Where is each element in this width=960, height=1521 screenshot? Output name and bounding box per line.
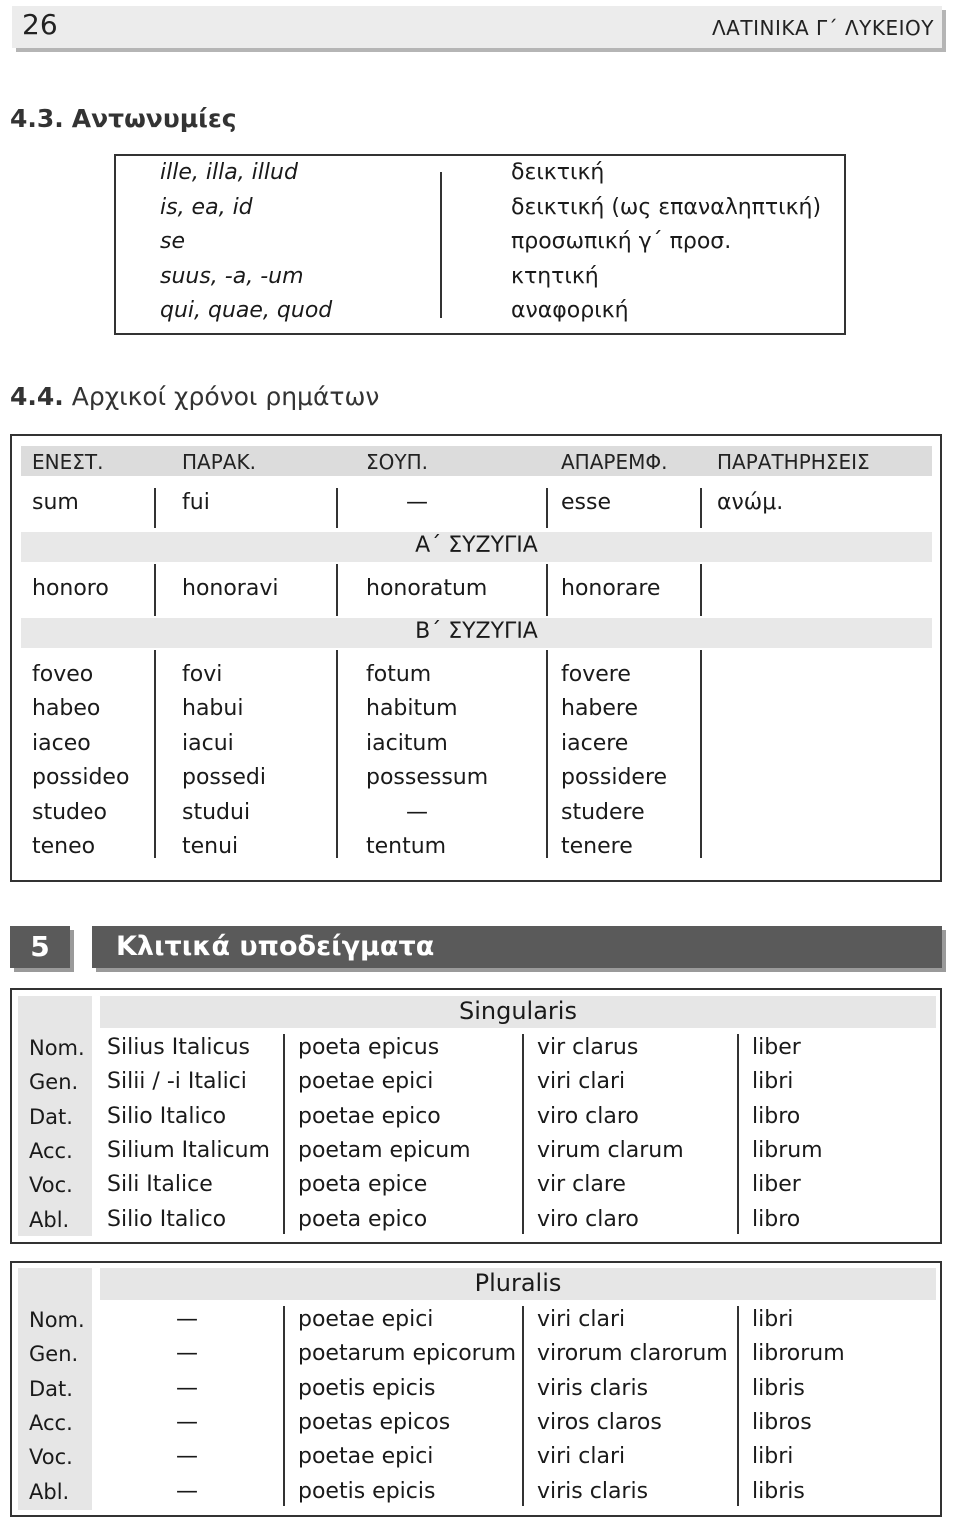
section-title: Αρχικοί χρόνοι ρημάτων	[71, 382, 380, 411]
case-label: Voc.	[29, 1445, 73, 1470]
verb-perfect: iacui	[182, 730, 234, 756]
pronoun-type: προσωπική γ΄ προσ.	[511, 229, 732, 254]
case-label: Voc.	[29, 1173, 73, 1198]
pronoun-type: δεικτική (ως επαναληπτική)	[511, 194, 822, 220]
noun-form-4: libris	[752, 1375, 805, 1401]
verb-perfect: habui	[182, 696, 244, 722]
noun-form-4: libro	[752, 1103, 801, 1129]
noun-form-3: viri clari	[537, 1307, 626, 1332]
verb-infinitive: fovere	[561, 662, 631, 687]
verbs-table	[10, 434, 942, 882]
column-divider	[283, 1306, 285, 1506]
verb-supine: fotum	[366, 662, 432, 687]
noun-form-4: librum	[752, 1137, 823, 1163]
case-label: Gen.	[29, 1070, 79, 1095]
noun-form-1: Silio Italico	[107, 1103, 227, 1129]
verb-present: habeo	[32, 696, 101, 722]
noun-form-4: libri	[752, 1307, 794, 1332]
pluralis-label: Pluralis	[474, 1269, 562, 1297]
noun-form-4: librorum	[752, 1341, 845, 1367]
singularis-label: Singularis	[459, 997, 577, 1025]
column-divider	[283, 1034, 285, 1234]
noun-form-2: poetae epico	[298, 1103, 441, 1129]
verb-infinitive: studere	[561, 799, 645, 825]
header-present: ΕΝΕΣΤ.	[32, 450, 104, 474]
section-number: 4.3.	[10, 104, 64, 133]
section-number: 4.4.	[10, 382, 64, 411]
verb-supine: possessum	[366, 765, 489, 791]
pronoun-type: αναφορική	[511, 298, 629, 323]
column-divider	[336, 488, 338, 528]
noun-form-2: poetis epicis	[298, 1375, 436, 1401]
noun-form-1: Silius Italicus	[107, 1035, 251, 1060]
noun-form-2: poetas epicos	[298, 1409, 451, 1435]
section-heading-verbs	[10, 382, 379, 411]
column-divider	[737, 1306, 739, 1506]
noun-form-2: poetam epicum	[298, 1137, 471, 1163]
noun-form-4: libros	[752, 1409, 812, 1435]
noun-form-2: poetarum epicorum	[298, 1341, 517, 1367]
conjugation-label-2: Β΄ ΣΥΖΥΓΙΑ	[415, 619, 538, 644]
pronoun-form: ille, illa, illud	[160, 160, 298, 185]
column-divider	[336, 650, 338, 858]
noun-form-3: vir clare	[537, 1172, 626, 1198]
section-heading-pronouns	[10, 104, 237, 133]
noun-form-2: poetae epici	[298, 1307, 434, 1332]
noun-form-4: libro	[752, 1206, 801, 1232]
verb-present: sum	[32, 490, 79, 515]
column-divider	[154, 564, 156, 616]
column-divider	[546, 488, 548, 528]
noun-form-3: viris claris	[537, 1375, 649, 1401]
verb-present: studeo	[32, 799, 107, 825]
verb-present: possideo	[32, 765, 130, 791]
case-label: Nom.	[29, 1308, 85, 1332]
case-label: Acc.	[29, 1138, 73, 1163]
noun-form-2: poetae epici	[298, 1444, 434, 1470]
header-infinitive: ΑΠΑΡΕΜΦ.	[561, 450, 668, 474]
noun-form-2: poeta epicus	[298, 1035, 440, 1060]
page-number: 26	[22, 8, 58, 41]
verb-perfect: possedi	[182, 765, 266, 791]
verb-infinitive: habere	[561, 696, 639, 722]
verb-present: teneo	[32, 834, 96, 859]
verb-supine: iacitum	[366, 730, 448, 756]
verb-supine: —	[406, 799, 428, 825]
verb-infinitive: honorare	[561, 576, 661, 601]
column-divider	[336, 564, 338, 616]
noun-form-1: Silio Italico	[107, 1206, 227, 1232]
column-divider	[546, 564, 548, 616]
verb-infinitive: possidere	[561, 765, 668, 791]
noun-form-3: virum clarum	[537, 1137, 684, 1163]
verb-supine: —	[406, 490, 428, 515]
case-label: Dat.	[29, 1104, 73, 1129]
verb-perfect: honoravi	[182, 576, 279, 601]
pronoun-form: se	[160, 229, 185, 254]
verb-perfect: fui	[182, 490, 210, 515]
verb-perfect: studui	[182, 799, 251, 825]
noun-form-3: viro claro	[537, 1103, 639, 1129]
column-divider	[700, 564, 702, 616]
noun-form-3: viros claros	[537, 1409, 662, 1435]
verb-infinitive: iacere	[561, 730, 629, 756]
noun-form-1: —	[176, 1307, 198, 1332]
noun-form-3: vir clarus	[537, 1035, 639, 1060]
pronoun-type: δεικτική	[511, 160, 605, 185]
noun-form-4: liber	[752, 1035, 801, 1060]
conjugation-label-1: Α΄ ΣΥΖΥΓΙΑ	[415, 533, 538, 558]
noun-form-4: libri	[752, 1069, 794, 1095]
verb-present: honoro	[32, 576, 109, 601]
column-divider	[737, 1034, 739, 1234]
verb-note: ανώμ.	[717, 490, 784, 515]
verb-infinitive: esse	[561, 490, 611, 515]
section-5-number: 5	[10, 926, 70, 968]
header-notes: ΠΑΡΑΤΗΡΗΣΕΙΣ	[717, 450, 870, 474]
verb-supine: honoratum	[366, 576, 488, 601]
running-title: ΛΑΤΙΝΙΚΑ Γ΄ ΛΥΚΕΙΟΥ	[712, 16, 934, 40]
column-divider	[522, 1034, 524, 1234]
noun-form-3: virorum clarorum	[537, 1341, 728, 1367]
noun-form-1: —	[176, 1375, 198, 1401]
verb-present: iaceo	[32, 730, 91, 756]
noun-form-1: —	[176, 1341, 198, 1367]
pronoun-form: is, ea, id	[160, 194, 253, 220]
noun-form-1: —	[176, 1478, 198, 1504]
case-label: Abl.	[29, 1479, 70, 1504]
section-5-title: Κλιτικά υποδείγματα	[116, 931, 435, 962]
verb-present: foveo	[32, 662, 94, 687]
column-divider	[700, 650, 702, 858]
noun-form-1: Sili Italice	[107, 1172, 213, 1198]
noun-form-1: Silii / -i Italici	[107, 1069, 247, 1095]
column-divider	[522, 1306, 524, 1506]
noun-form-2: poetis epicis	[298, 1478, 436, 1504]
pronoun-form: qui, quae, quod	[160, 298, 333, 323]
case-label: Nom.	[29, 1036, 85, 1060]
noun-form-2: poeta epice	[298, 1172, 428, 1198]
header-perfect: ΠΑΡΑΚ.	[182, 450, 256, 474]
noun-form-1: —	[176, 1444, 198, 1470]
header-supine: ΣΟΥΠ.	[366, 450, 428, 474]
verb-perfect: tenui	[182, 834, 239, 859]
noun-form-4: libris	[752, 1478, 805, 1504]
noun-form-3: viris claris	[537, 1478, 649, 1504]
case-label: Dat.	[29, 1376, 73, 1401]
verb-perfect: fovi	[182, 662, 223, 687]
verb-supine: habitum	[366, 696, 458, 722]
case-label: Acc.	[29, 1410, 73, 1435]
noun-form-3: viri clari	[537, 1444, 626, 1470]
pronouns-divider	[440, 172, 442, 318]
verb-infinitive: tenere	[561, 834, 633, 859]
column-divider	[546, 650, 548, 858]
case-label: Gen.	[29, 1342, 79, 1367]
noun-form-3: viro claro	[537, 1206, 639, 1232]
noun-form-4: liber	[752, 1172, 801, 1198]
noun-form-1: Silium Italicum	[107, 1137, 270, 1163]
noun-form-1: —	[176, 1409, 198, 1435]
noun-form-2: poeta epico	[298, 1206, 428, 1232]
column-divider	[154, 650, 156, 858]
verb-supine: tentum	[366, 834, 447, 859]
noun-form-2: poetae epici	[298, 1069, 434, 1095]
section-title: Αντωνυμίες	[71, 104, 237, 133]
pronoun-form: suus, -a, -um	[160, 263, 304, 289]
noun-form-4: libri	[752, 1444, 794, 1470]
pronoun-type: κτητική	[511, 263, 599, 289]
case-label: Abl.	[29, 1207, 70, 1232]
noun-form-3: viri clari	[537, 1069, 626, 1095]
column-divider	[154, 488, 156, 528]
column-divider	[700, 488, 702, 528]
